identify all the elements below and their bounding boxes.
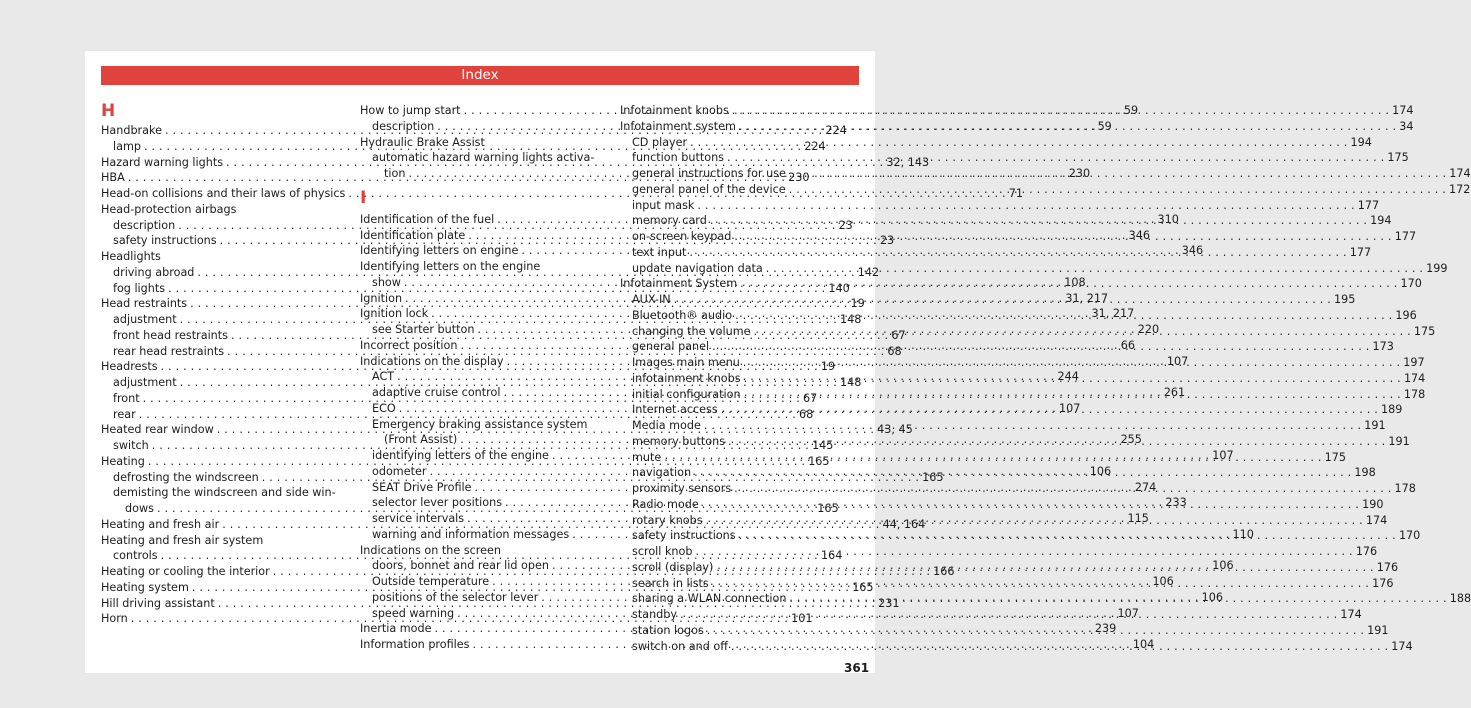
entry-page: 71 (1008, 187, 1023, 200)
entry-page: 230 (1068, 167, 1091, 180)
entry-term: Incorrect position (360, 338, 458, 352)
entry-term: Heated rear window (101, 423, 214, 437)
entry-page: 166 (933, 565, 955, 578)
entry-page: 23 (838, 218, 853, 232)
leader-dots (789, 591, 1446, 607)
index-entry (620, 198, 1380, 214)
entry-term: Hazard warning lights (101, 155, 224, 169)
entry-term: Handbrake (101, 124, 162, 137)
entry-term: driving abroad (113, 265, 195, 279)
index-entry (620, 135, 1372, 151)
entry-page: 107 (1059, 401, 1081, 415)
entry-term: Indications on the display (360, 354, 504, 368)
entry-page: 32, 143 (886, 155, 930, 169)
leader-dots (664, 450, 1321, 466)
entry-term: Inertia mode (360, 622, 432, 636)
entry-page: 67 (802, 391, 818, 405)
entry-page: 233 (1165, 496, 1187, 510)
entry-term: on-screen keypad (632, 230, 732, 243)
entry-term: proximity sensors (632, 482, 732, 495)
entry-page: 177 (1357, 198, 1380, 212)
entry-page: 43, 45 (877, 423, 913, 437)
entry-page: 190 (1362, 497, 1384, 511)
entry-term: show (372, 275, 401, 289)
entry-term: switch (113, 439, 149, 452)
entry-page: 106 (1089, 464, 1112, 478)
leader-dots (739, 528, 1396, 544)
entry-page: 31, 217 (1065, 291, 1109, 305)
leader-dots (710, 213, 1367, 229)
entry-page: 164 (820, 549, 843, 563)
entry-term: doors, bonnet and rear lid open (372, 559, 549, 573)
entry-term: general panel (632, 340, 710, 354)
entry-term: Ignition lock (360, 307, 429, 321)
leader-dots (739, 119, 1396, 135)
entry-page: 67 (891, 328, 906, 342)
entry-term: Media mode (632, 419, 701, 432)
entry-term: navigation (632, 466, 692, 480)
page-number: 361 (844, 661, 870, 675)
entry-term: tion (384, 167, 406, 180)
entry-term: general instructions for use (632, 167, 786, 180)
entry-page: 115 (1127, 512, 1149, 525)
leader-dots (702, 497, 1359, 513)
entry-page: 19 (820, 360, 836, 374)
entry-page: 176 (1376, 560, 1399, 574)
entry-page: 66 (1120, 338, 1136, 352)
entry-term: HBA (101, 171, 125, 185)
entry-term: Infotainment knobs (620, 104, 729, 117)
entry-page: 110 (1232, 527, 1254, 541)
entry-page: 68 (799, 407, 814, 421)
entry-page: 59 (1097, 119, 1112, 133)
leader-dots (743, 355, 1400, 371)
index-entry (360, 135, 600, 151)
leader-dots (721, 402, 1378, 418)
entry-term: rear (113, 407, 136, 421)
entry-page: 140 (828, 281, 850, 295)
leader-dots (727, 150, 1384, 166)
entry-term: (Front Assist) (384, 433, 458, 447)
leader-dots (690, 135, 1347, 151)
leader-dots (734, 481, 1391, 497)
entry-term: Ignition (360, 291, 403, 305)
index-entry (101, 249, 337, 265)
entry-page: 173 (1372, 340, 1394, 354)
index-entry (360, 417, 600, 433)
entry-page: 107 (1166, 354, 1189, 368)
section-letter-h: H (101, 101, 116, 121)
entry-term: Bluetooth® audio (632, 308, 733, 322)
entry-page: 104 (1132, 638, 1155, 651)
leader-dots (694, 465, 1351, 481)
entry-term: Infotainment system (620, 119, 736, 133)
leader-dots (707, 623, 1364, 639)
entry-term: search in lists (632, 576, 709, 590)
entry-page: 174 (1449, 167, 1471, 180)
leader-dots (680, 607, 1337, 623)
entry-page: 189 (1381, 403, 1403, 417)
entry-page: 177 (1394, 230, 1417, 243)
entry-page: 23 (879, 234, 895, 248)
index-header (101, 66, 859, 85)
entry-page: 19 (850, 297, 865, 311)
entry-term: input mask (632, 198, 695, 212)
entry-term: Identifying letters on the engine (360, 260, 541, 273)
entry-page: 106 (1152, 575, 1174, 588)
entry-term: Heating (101, 454, 145, 468)
leader-dots (695, 544, 1352, 560)
entry-page: 346 (1181, 244, 1204, 258)
entry-term: safety instructions (113, 234, 217, 248)
entry-page: 175 (1413, 324, 1436, 338)
index-entry (360, 259, 600, 275)
entry-term: description (372, 119, 435, 133)
entry-term: Heating system (101, 580, 189, 594)
entry-term: memory buttons (632, 434, 726, 448)
leader-dots (744, 387, 1401, 403)
entry-page: 174 (1365, 513, 1388, 527)
entry-term: standby (632, 608, 677, 621)
section-letter-i: I (360, 187, 367, 208)
entry-term: How to jump start (360, 104, 461, 117)
entry-page: 44, 164 (882, 517, 926, 531)
entry-term: speed warning (372, 606, 455, 620)
leader-dots (674, 292, 1331, 308)
entry-page: 106 (1212, 559, 1234, 573)
leader-dots (740, 276, 1397, 292)
leader-dots (766, 261, 1423, 277)
leader-dots (716, 560, 1373, 576)
entry-term: Headrests (101, 360, 158, 374)
entry-page: 148 (839, 376, 862, 389)
entry-term: lamp (113, 139, 141, 153)
entry-page: 244 (1057, 370, 1079, 384)
entry-page: 170 (1400, 277, 1422, 291)
entry-term: AUX-IN (632, 293, 671, 306)
entry-page: 198 (1354, 466, 1376, 480)
entry-term: Hill driving assistant (101, 596, 215, 610)
entry-term: Information profiles (360, 638, 470, 651)
entry-page: 165 (922, 470, 944, 484)
entry-page: 196 (1395, 308, 1417, 322)
entry-term: changing the volume (632, 324, 751, 338)
entry-term: SEAT Drive Profile (372, 480, 472, 494)
entry-term: Headlights (101, 250, 161, 263)
entry-page: 142 (857, 265, 880, 279)
entry-page: 165 (808, 454, 830, 468)
index-entry (620, 544, 1378, 560)
entry-term: controls (113, 549, 158, 563)
entry-page: 175 (1324, 450, 1346, 464)
entry-page: 230 (788, 171, 810, 185)
entry-page: 199 (1426, 261, 1448, 275)
entry-page: 191 (1367, 623, 1389, 637)
index-entry (101, 533, 337, 549)
entry-page: 346 (1128, 228, 1150, 242)
leader-dots (712, 576, 1369, 592)
entry-term: selector lever positions (372, 496, 503, 510)
entry-term: CD player (632, 135, 688, 149)
entry-page: 59 (1123, 104, 1139, 117)
entry-page: 231 (878, 596, 900, 610)
entry-term: description (113, 218, 176, 232)
index-entry (101, 202, 337, 218)
entry-term: infotainment knobs (632, 371, 741, 385)
entry-term: defrosting the windscreen (113, 470, 259, 484)
entry-term: Heating or cooling the interior (101, 565, 270, 578)
entry-page: 174 (1403, 371, 1426, 385)
leader-dots (789, 182, 1446, 198)
leader-dots (735, 308, 1392, 324)
entry-term: fog lights (113, 281, 166, 295)
entry-term: Identification plate (360, 228, 466, 242)
entry-term: automatic hazard warning lights activa- (372, 151, 595, 165)
entry-term: update navigation data (632, 261, 763, 275)
entry-term: Heating and fresh air system (101, 533, 264, 547)
entry-page: 176 (1372, 576, 1394, 590)
entry-term: sharing a WLAN connection (632, 592, 787, 606)
entry-page: 68 (887, 344, 902, 358)
entry-term: positions of the selector lever (372, 590, 539, 604)
entry-page: 178 (1403, 387, 1426, 401)
entry-term: Outside temperature (372, 575, 490, 588)
entry-page: 34 (1399, 119, 1414, 133)
entry-term: scroll (display) (632, 560, 714, 574)
entry-page: 261 (1163, 386, 1186, 399)
leader-dots (789, 166, 1446, 182)
leader-dots (704, 418, 1361, 434)
leader-dots (744, 371, 1401, 387)
entry-term: front (113, 391, 140, 405)
leader-dots (754, 324, 1411, 340)
entry-page: 177 (1349, 245, 1372, 259)
entry-page: 165 (852, 580, 874, 594)
leader-dots (689, 245, 1346, 261)
entry-term: Horn (101, 612, 128, 626)
entry-term: Head-on collisions and their laws of physics (101, 187, 346, 200)
index-entry (360, 543, 600, 559)
entry-term: Images main menu (632, 356, 740, 369)
entry-page: 174 (1391, 639, 1413, 653)
entry-page: 224 (804, 139, 826, 153)
entry-page: 107 (1212, 449, 1234, 462)
index-entry (101, 485, 337, 501)
entry-term: identifying letters of the engine (372, 449, 549, 462)
entry-page: 274 (1134, 480, 1157, 494)
entry-term: Identifying letters on engine (360, 244, 519, 258)
entry-term: Internet access (632, 403, 718, 417)
entry-page: 172 (1449, 182, 1471, 196)
index-entry (360, 150, 600, 166)
entry-page: 148 (839, 313, 862, 326)
entry-term: dows (125, 502, 154, 515)
entry-term: Indications on the screen (360, 543, 502, 557)
entry-term: ECO (372, 401, 396, 415)
entry-term: Hydraulic Brake Assist (360, 135, 485, 149)
entry-term: function buttons (632, 151, 724, 165)
entry-term: Radio mode (632, 497, 699, 511)
entry-page: 255 (1120, 433, 1142, 447)
entry-term: Emergency braking assistance system (372, 417, 588, 431)
entry-term: demisting the windscreen and side win- (113, 486, 336, 500)
leader-dots (706, 513, 1363, 529)
entry-term: warning and information messages (372, 527, 570, 541)
entry-term: adjustment (113, 313, 177, 326)
entry-term: Heating and fresh air (101, 517, 220, 531)
entry-page: 220 (1137, 323, 1160, 336)
entry-term: Identification of the fuel (360, 212, 495, 226)
entry-term: station logos (632, 623, 704, 637)
entry-page: 107 (1117, 606, 1139, 620)
entry-page: 178 (1394, 482, 1416, 495)
entry-term: safety instructions (632, 529, 736, 543)
entry-page: 310 (1157, 212, 1179, 226)
entry-term: memory card (632, 214, 707, 228)
entry-page: 106 (1201, 590, 1223, 604)
entry-page: 239 (1094, 622, 1117, 636)
entry-page: 145 (812, 439, 834, 452)
entry-term: switch on and off (632, 639, 728, 653)
entry-page: 101 (791, 612, 813, 626)
entry-term: rear head restraints (113, 344, 225, 358)
entry-page: 170 (1398, 529, 1421, 543)
entry-page: 31, 217 (1091, 307, 1135, 321)
entry-page: 176 (1355, 545, 1378, 558)
entry-page: 165 (817, 502, 839, 515)
entry-term: Head-protection airbags (101, 202, 237, 216)
leader-dots (697, 198, 1354, 214)
entry-page: 197 (1403, 356, 1425, 369)
entry-term: ACT (372, 370, 395, 384)
entry-page: 175 (1387, 151, 1409, 165)
entry-page: 195 (1334, 293, 1356, 306)
entry-page: 191 (1364, 419, 1386, 432)
entry-page: 224 (825, 124, 847, 137)
entry-term: adjustment (113, 376, 177, 389)
entry-term: Infotainment System (620, 277, 738, 291)
entry-term: front head restraints (113, 328, 228, 342)
entry-term: odometer (372, 464, 427, 478)
entry-term: mute (632, 450, 662, 464)
leader-dots (712, 339, 1369, 355)
entry-page: 174 (1340, 608, 1362, 621)
entry-term: rotary knobs (632, 513, 703, 527)
page-title: Index (461, 67, 499, 83)
entry-page: 108 (1064, 275, 1086, 289)
entry-page: 174 (1392, 104, 1414, 117)
entry-term: text input (632, 245, 687, 259)
entry-page: 191 (1388, 434, 1410, 448)
entry-term: adaptive cruise control (372, 386, 501, 399)
entry-page: 188 (1449, 592, 1471, 606)
leader-dots (731, 639, 1388, 655)
entry-term: general panel of the device (632, 182, 786, 196)
entry-term: Head restraints (101, 297, 188, 311)
entry-term: see Starter button (372, 323, 475, 336)
leader-dots (732, 103, 1389, 119)
entry-page: 194 (1370, 214, 1392, 228)
entry-term: scroll knob (632, 545, 693, 558)
leader-dots (728, 434, 1385, 450)
entry-page: 194 (1350, 135, 1372, 149)
entry-term: service intervals (372, 512, 465, 525)
leader-dots (734, 229, 1391, 245)
entry-term: initial configuration (632, 387, 741, 401)
